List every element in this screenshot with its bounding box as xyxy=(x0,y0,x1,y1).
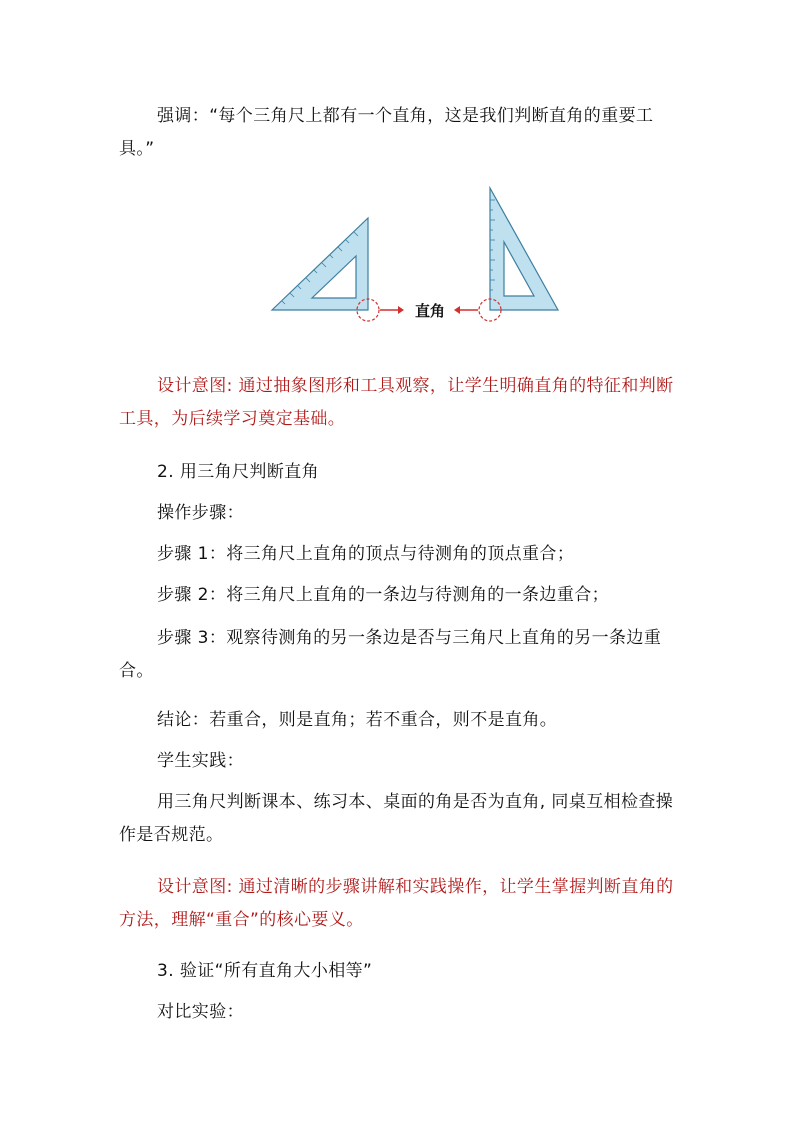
comparison-heading: 对比实验： xyxy=(157,1002,244,1022)
left-set-square xyxy=(272,218,368,310)
triangle-ruler-illustration xyxy=(268,186,568,326)
step-1: 步骤 1：将三角尺上直角的顶点与待测角的顶点重合； xyxy=(157,544,575,564)
left-arrow-icon xyxy=(454,306,478,314)
conclusion: 结论：若重合，则是直角；若不重合，则不是直角。 xyxy=(157,710,558,730)
right-set-square xyxy=(490,188,558,310)
steps-heading: 操作步骤： xyxy=(157,503,244,523)
right-angle-label: 直角 xyxy=(414,303,446,320)
practice-heading: 学生实践： xyxy=(157,751,244,771)
section-3-heading: 3. 验证“所有直角大小相等” xyxy=(157,961,373,981)
right-arrow-icon xyxy=(380,306,404,314)
step-3: 步骤 3：观察待测角的另一条边是否与三角尺上直角的另一条边重合。 xyxy=(119,628,662,681)
practice-text: 用三角尺判断课本、练习本、桌面的角是否为直角, 同桌互相检查操作是否规范。 xyxy=(119,792,674,845)
design-intent-1: 设计意图: 通过抽象图形和工具观察，让学生明确直角的特征和判断工具，为后续学习奠定基础。 xyxy=(119,376,674,429)
emphasis-paragraph: 强调：“每个三角尺上都有一个直角，这是我们判断直角的重要工具。” xyxy=(119,106,654,159)
step-2: 步骤 2：将三角尺上直角的一条边与待测角的一条边重合； xyxy=(157,585,610,605)
design-intent-2: 设计意图: 通过清晰的步骤讲解和实践操作，让学生掌握判断直角的方法，理解“重合”的核心要义。 xyxy=(119,877,674,930)
triangle-ruler-figure xyxy=(268,186,568,326)
section-2-heading: 2. 用三角尺判断直角 xyxy=(157,462,320,482)
